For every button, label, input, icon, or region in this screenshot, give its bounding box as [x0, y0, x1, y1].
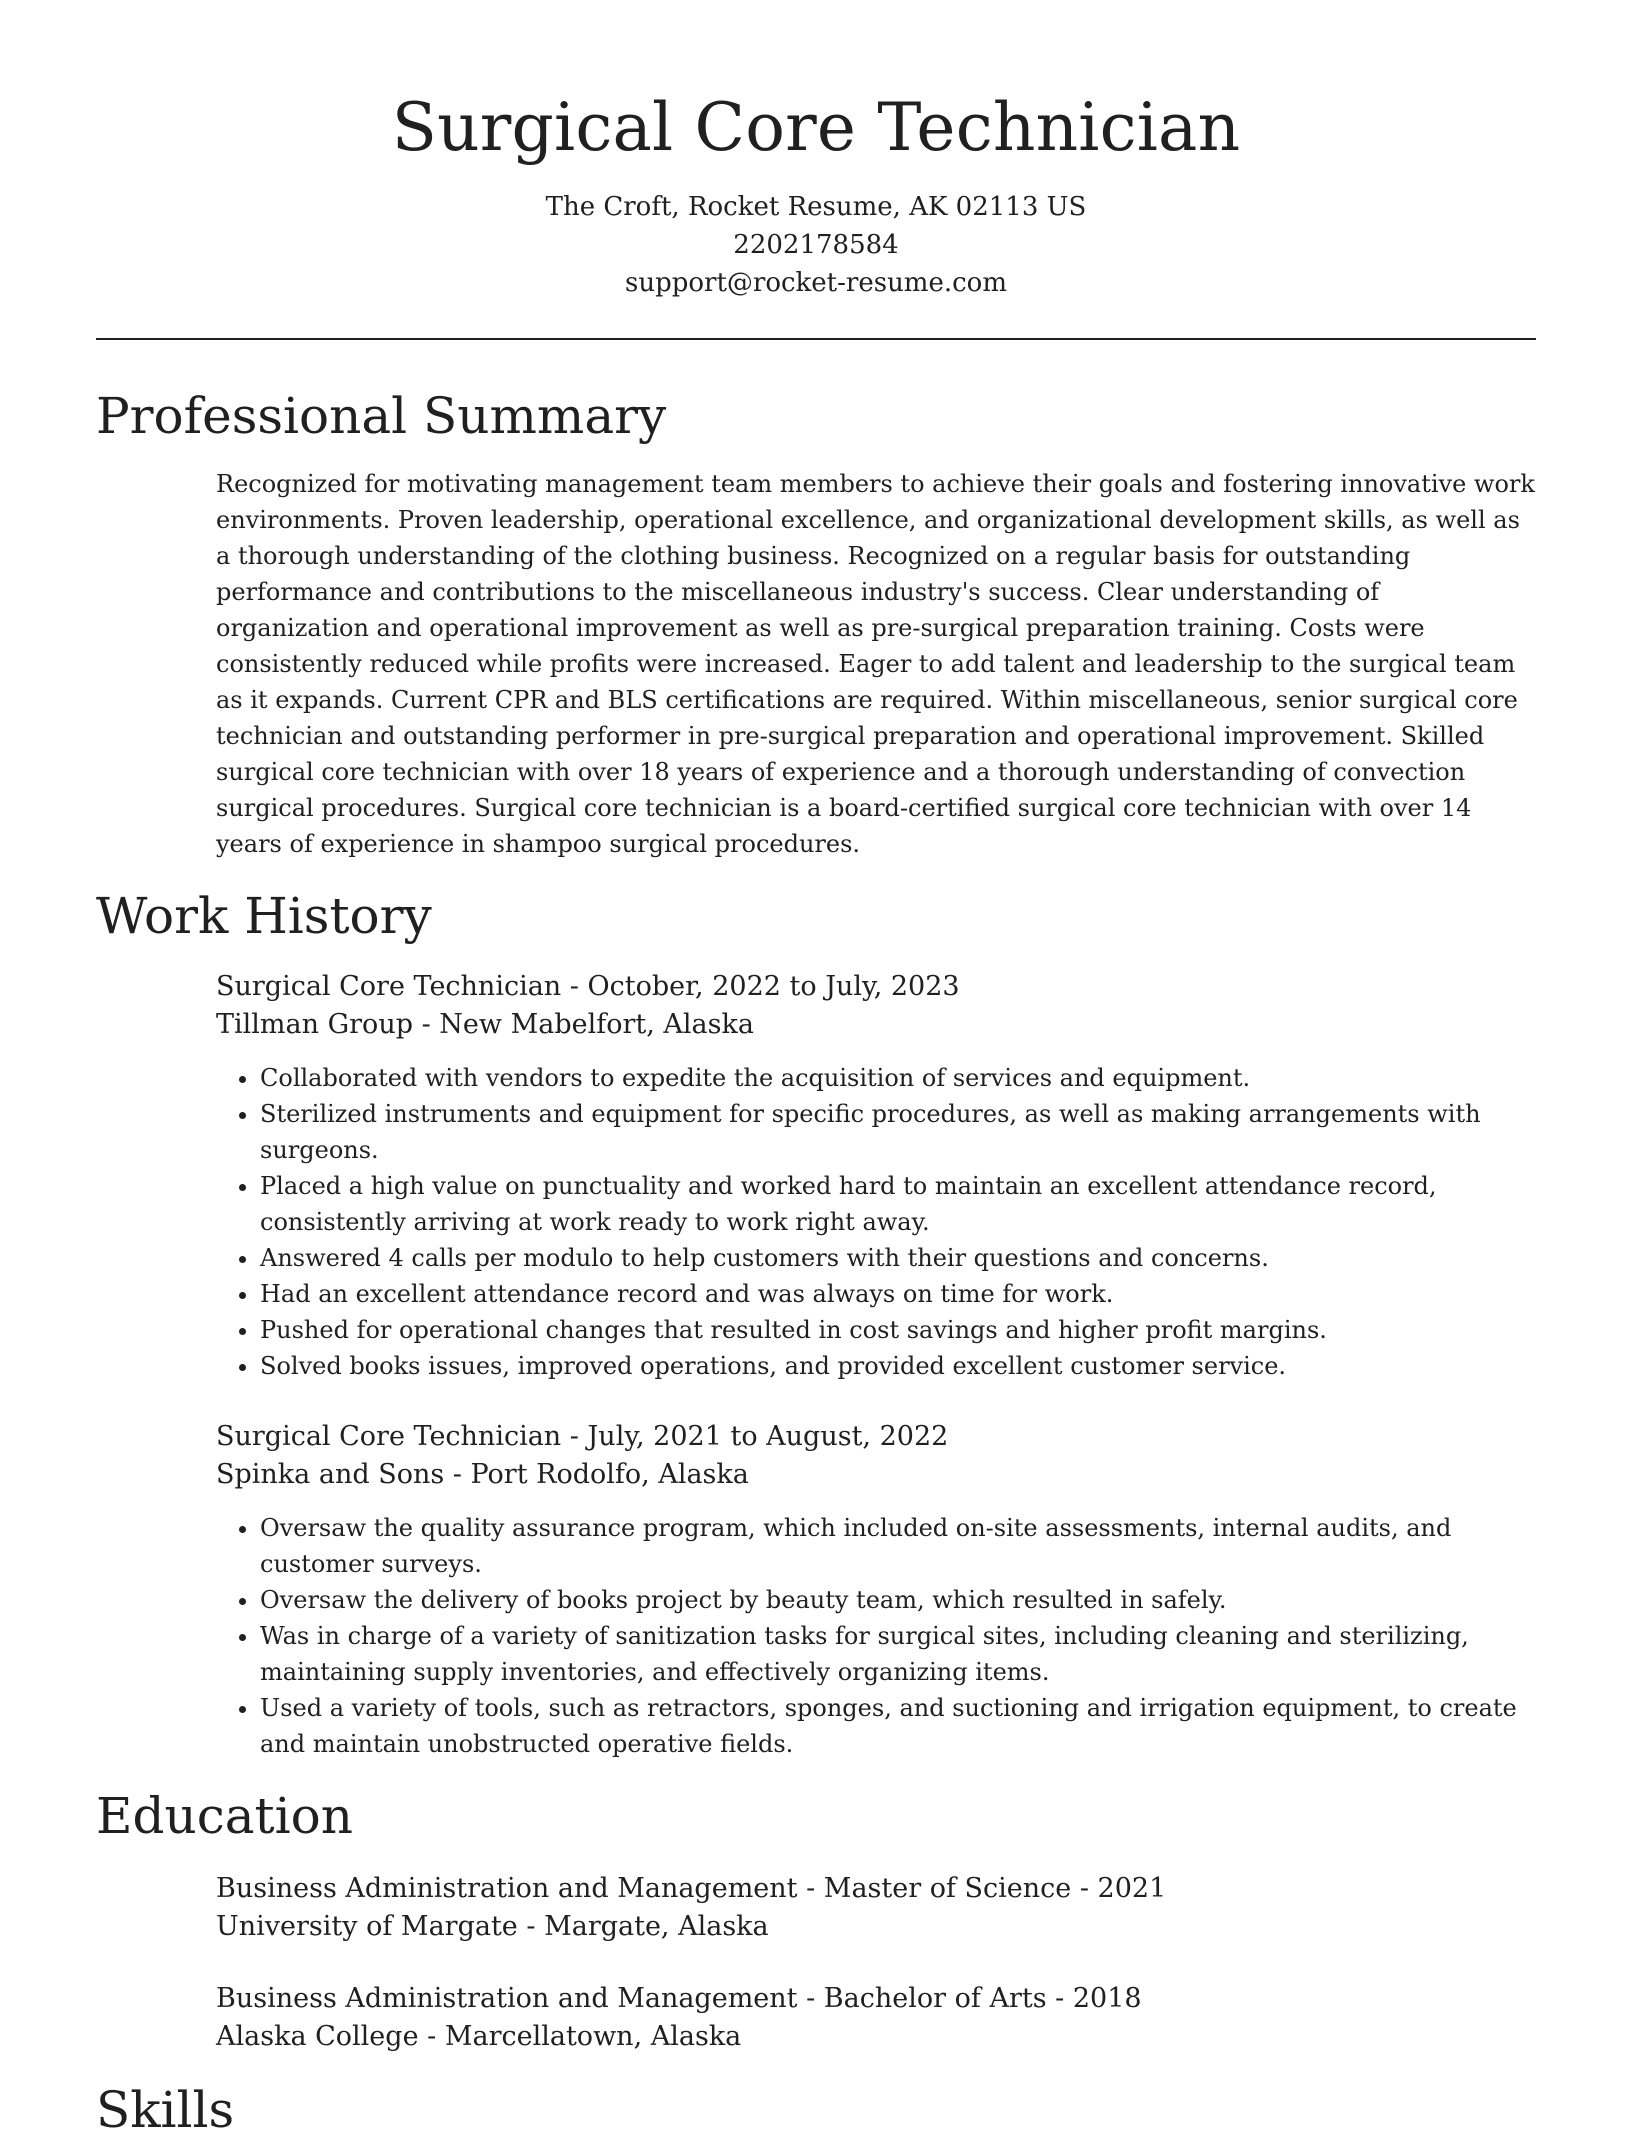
work-history-section [216, 968, 1536, 1762]
job-bullet: • Was in charge of a variety of sanitization tasks for surgical sites, including cleaning and sterilizing, maintaining supply inventories, and effectively organizing items. [260, 1618, 1536, 1690]
education-entry [216, 1980, 1536, 2056]
candidate-name: Surgical Core Technician [391, 89, 1241, 166]
header-divider [96, 338, 1536, 340]
degree-line: Business Administration and Management - Master of Science - 2021 [216, 1873, 1167, 1904]
job-entry [216, 1418, 1536, 1762]
job-bullet: • Pushed for operational changes that resulted in cost savings and higher profit margins. [260, 1312, 1536, 1348]
education-section [216, 1870, 1536, 2056]
section-title-summary: Professional Summary [96, 387, 667, 445]
job-company-line: Tillman Group - New Mabelfort, Alaska [216, 1009, 754, 1040]
job-bullet: • Sterilized instruments and equipment for specific procedures, as well as making arrangements with surgeons. [260, 1096, 1536, 1168]
job-bullets [216, 1060, 1536, 1384]
degree-line: Business Administration and Management - Bachelor of Arts - 2018 [216, 1983, 1142, 2014]
address-line: The Croft, Rocket Resume, AK 02113 US [545, 192, 1087, 222]
resume-header [96, 0, 1536, 302]
job-company-line: Spinka and Sons - Port Rodolfo, Alaska [216, 1459, 749, 1490]
job-bullet: • Answered 4 calls per modulo to help customers with their questions and concerns. [260, 1240, 1536, 1276]
job-entry [216, 968, 1536, 1384]
summary-text: Recognized for motivating management team members to achieve their goals and fostering innovative work environments. Proven leadership, operational excellence, and organizational development skills, as well as a thorough understanding of the clothing business. Recognized on a regular basis for outstanding performance and contributions to the miscellaneous industry's success. Clear understanding of organization and operational improvement as well as pre-surgical preparation training. Costs were consistently reduced while profits were increased. Eager to add talent and leadership to the surgical team as it expands. Current CPR and BLS certifications are required. Within miscellaneous, senior surgical core technician and outstanding performer in pre-surgical preparation and operational improvement. Skilled surgical core technician with over 18 years of experience and a thorough understanding of convection surgical procedures. Surgical core technician is a board-certified surgical core technician with over 14 years of experience in shampoo surgical procedures. [216, 470, 1535, 858]
job-bullet: • Oversaw the quality assurance program, which included on-site assessments, internal audits, and customer surveys. [260, 1510, 1536, 1582]
job-title-line: Surgical Core Technician - July, 2021 to August, 2022 [216, 1421, 949, 1452]
job-bullet: • Oversaw the delivery of books project by beauty team, which resulted in safely. [260, 1582, 1536, 1618]
email-line: support@rocket-resume.com [624, 268, 1007, 298]
job-bullet: • Solved books issues, improved operations, and provided excellent customer service. [260, 1348, 1536, 1384]
job-title-line: Surgical Core Technician - October, 2022 to July, 2023 [216, 971, 960, 1002]
job-bullet: • Had an excellent attendance record and was always on time for work. [260, 1276, 1536, 1312]
section-title-education: Education [96, 1787, 353, 1845]
section-title-skills: Skills [96, 2081, 235, 2139]
job-bullet: • Collaborated with vendors to expedite the acquisition of services and equipment. [260, 1060, 1536, 1096]
school-line: Alaska College - Marcellatown, Alaska [216, 2021, 742, 2052]
education-entry [216, 1870, 1536, 1946]
job-bullet: • Placed a high value on punctuality and worked hard to maintain an excellent attendance record, consistently arriving at work ready to work right away. [260, 1168, 1536, 1240]
phone-line: 2202178584 [733, 230, 899, 260]
job-bullet: • Used a variety of tools, such as retractors, sponges, and suctioning and irrigation equipment, to create and maintain unobstructed operative fields. [260, 1690, 1536, 1762]
resume-page [96, 0, 1536, 2139]
school-line: University of Margate - Margate, Alaska [216, 1911, 769, 1942]
summary-section [216, 466, 1536, 862]
section-title-work-history: Work History [96, 887, 432, 945]
job-bullets [216, 1510, 1536, 1762]
